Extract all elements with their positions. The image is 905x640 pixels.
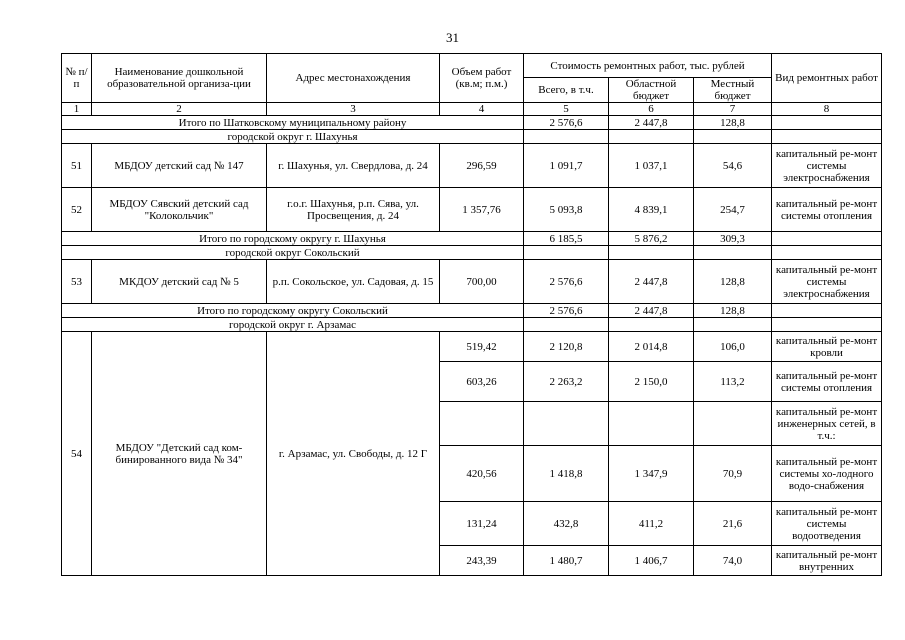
- col-number: 1: [62, 103, 92, 116]
- subtotal-label: Итого по Шатковскому муниципальному району: [62, 116, 524, 130]
- col-number: 6: [609, 103, 694, 116]
- subtotal-total: 6 185,5: [524, 232, 609, 246]
- row-local: 21,6: [694, 502, 772, 546]
- row-name: МБДОУ Сявский детский сад "Колокольчик": [92, 188, 267, 232]
- district-heading: городской округ Сокольский: [62, 246, 524, 260]
- row-regional: 2 150,0: [609, 362, 694, 402]
- header-address: Адрес местонахождения: [267, 54, 440, 103]
- row-regional: [609, 402, 694, 446]
- row-total: [524, 402, 609, 446]
- district-heading: городской округ г. Арзамас: [62, 318, 524, 332]
- row-regional: 2 014,8: [609, 332, 694, 362]
- row-regional: 411,2: [609, 502, 694, 546]
- subtotal-regional: 2 447,8: [609, 304, 694, 318]
- row-volume: 296,59: [440, 144, 524, 188]
- row-total: 2 576,6: [524, 260, 609, 304]
- row-regional: 2 447,8: [609, 260, 694, 304]
- row-local: [694, 402, 772, 446]
- row-no: 52: [62, 188, 92, 232]
- row-name: МКДОУ детский сад № 5: [92, 260, 267, 304]
- header-kind: Вид ремонтных работ: [772, 54, 882, 103]
- subtotal-regional: 2 447,8: [609, 116, 694, 130]
- row-name: МБДОУ детский сад № 147: [92, 144, 267, 188]
- header-volume: Объем работ (кв.м; п.м.): [440, 54, 524, 103]
- row-local: 128,8: [694, 260, 772, 304]
- row-no: 54: [62, 332, 92, 576]
- col-number: 7: [694, 103, 772, 116]
- row-total: 5 093,8: [524, 188, 609, 232]
- table-row: [62, 144, 882, 188]
- row-kind: капитальный ре-монт системы электроснабжения: [772, 260, 882, 304]
- row-kind: капитальный ре-монт внутренних: [772, 546, 882, 576]
- col-number: 8: [772, 103, 882, 116]
- row-kind: капитальный ре-монт системы хо-лодного водо-снабжения: [772, 446, 882, 502]
- row-kind: капитальный ре-монт системы отопления: [772, 188, 882, 232]
- row-kind: капитальный ре-монт инженерных сетей, в т.ч.:: [772, 402, 882, 446]
- row-regional: 1 347,9: [609, 446, 694, 502]
- row-volume: 243,39: [440, 546, 524, 576]
- subtotal-row: [62, 232, 882, 246]
- col-number: 3: [267, 103, 440, 116]
- subtotal-regional: 5 876,2: [609, 232, 694, 246]
- subtotal-total: 2 576,6: [524, 304, 609, 318]
- row-kind: капитальный ре-монт системы электроснабжения: [772, 144, 882, 188]
- row-local: 254,7: [694, 188, 772, 232]
- row-address: р.п. Сокольское, ул. Садовая, д. 15: [267, 260, 440, 304]
- row-kind: капитальный ре-монт системы отопления: [772, 362, 882, 402]
- row-local: 54,6: [694, 144, 772, 188]
- table-row: [62, 332, 882, 362]
- row-volume: 131,24: [440, 502, 524, 546]
- row-name: МБДОУ "Детский сад ком-бинированного вида № 34": [92, 332, 267, 576]
- header-total: Всего, в т.ч.: [524, 78, 609, 103]
- row-regional: 1 406,7: [609, 546, 694, 576]
- subtotal-row: [62, 304, 882, 318]
- row-total: 2 120,8: [524, 332, 609, 362]
- table-row: [62, 260, 882, 304]
- subtotal-local: 309,3: [694, 232, 772, 246]
- header-regional: Областной бюджет: [609, 78, 694, 103]
- row-regional: 1 037,1: [609, 144, 694, 188]
- row-kind: капитальный ре-монт кровли: [772, 332, 882, 362]
- header-row-1: [62, 54, 882, 78]
- col-number: 2: [92, 103, 267, 116]
- district-heading-row: [62, 318, 882, 332]
- column-number-row: [62, 103, 882, 116]
- subtotal-row: [62, 116, 882, 130]
- row-address: г.о.г. Шахунья, р.п. Сява, ул. Просвещения, д. 24: [267, 188, 440, 232]
- row-no: 51: [62, 144, 92, 188]
- col-number: 4: [440, 103, 524, 116]
- row-total: 1 091,7: [524, 144, 609, 188]
- subtotal-label: Итого по городскому округу Сокольский: [62, 304, 524, 318]
- row-volume: 519,42: [440, 332, 524, 362]
- district-heading: городской округ г. Шахунья: [62, 130, 524, 144]
- row-no: 53: [62, 260, 92, 304]
- row-address: г. Арзамас, ул. Свободы, д. 12 Г: [267, 332, 440, 576]
- header-no: № п/п: [62, 54, 92, 103]
- row-total: 1 480,7: [524, 546, 609, 576]
- table-row: [62, 188, 882, 232]
- subtotal-label: Итого по городскому округу г. Шахунья: [62, 232, 524, 246]
- row-address: г. Шахунья, ул. Свердлова, д. 24: [267, 144, 440, 188]
- row-total: 1 418,8: [524, 446, 609, 502]
- repair-table: [61, 53, 882, 576]
- row-volume: 700,00: [440, 260, 524, 304]
- col-number: 5: [524, 103, 609, 116]
- header-name: Наименование дошкольной образовательной организа-ции: [92, 54, 267, 103]
- row-local: 70,9: [694, 446, 772, 502]
- district-heading-row: [62, 130, 882, 144]
- district-heading-row: [62, 246, 882, 260]
- subtotal-local: 128,8: [694, 304, 772, 318]
- row-local: 74,0: [694, 546, 772, 576]
- subtotal-total: 2 576,6: [524, 116, 609, 130]
- page-number: 31: [446, 30, 459, 45]
- row-local: 106,0: [694, 332, 772, 362]
- header-cost-group: Стоимость ремонтных работ, тыс. рублей: [524, 54, 772, 78]
- subtotal-local: 128,8: [694, 116, 772, 130]
- header-local: Местный бюджет: [694, 78, 772, 103]
- row-volume: 603,26: [440, 362, 524, 402]
- row-total: 432,8: [524, 502, 609, 546]
- row-volume: 1 357,76: [440, 188, 524, 232]
- row-total: 2 263,2: [524, 362, 609, 402]
- row-regional: 4 839,1: [609, 188, 694, 232]
- row-kind: капитальный ре-монт системы водоотведения: [772, 502, 882, 546]
- row-volume: 420,56: [440, 446, 524, 502]
- row-volume: [440, 402, 524, 446]
- row-local: 113,2: [694, 362, 772, 402]
